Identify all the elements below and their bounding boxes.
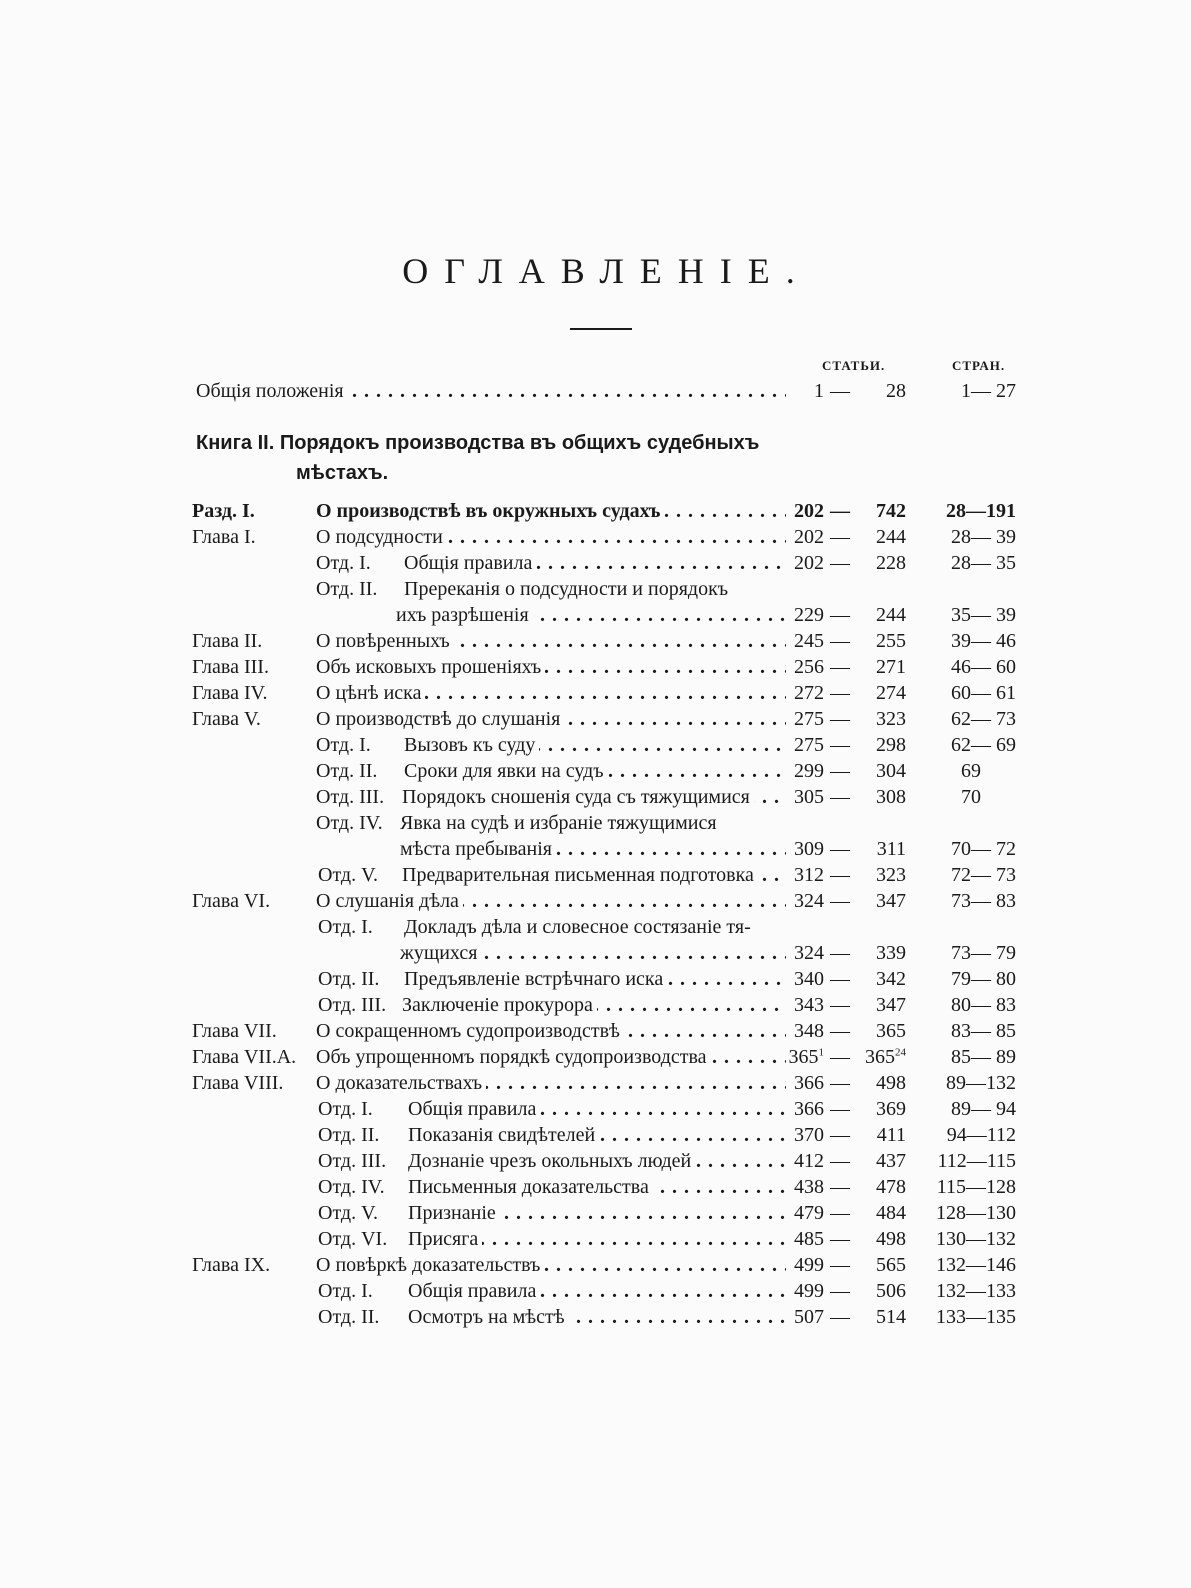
book-heading-line-1: Книга II. Порядокъ производства въ общихъ судебныхъ	[196, 432, 760, 454]
toc-entry	[0, 706, 1191, 732]
entry-label: Отд. V.	[318, 1202, 378, 1224]
entry-title: Осмотръ на мѣстѣ . . .	[408, 1304, 786, 1330]
entry-dash: —	[830, 968, 850, 990]
entry-pages: 60— 61	[951, 682, 1016, 704]
entry-article-start: 485	[794, 1228, 824, 1250]
toc-entry	[0, 836, 1191, 862]
entry-title: О повѣркѣ доказательствъ . . .	[316, 1252, 786, 1278]
toc-entry	[0, 576, 1191, 602]
entry-article-end: 437	[876, 1150, 906, 1172]
entry-article-start: 299	[794, 760, 824, 782]
entry-pages: 62— 69	[951, 734, 1016, 756]
entry-dash: —	[830, 1202, 850, 1224]
entry-title: Явка на судѣ и избраніе тяжущимися	[400, 810, 1020, 836]
entry-article-end: 478	[876, 1176, 906, 1198]
entry-article-start: 256	[794, 656, 824, 678]
toc-entry	[0, 1278, 1191, 1304]
entry-title: Дознаніе чрезъ окольныхъ людей . . .	[408, 1148, 786, 1174]
entry-article-start: 324	[794, 942, 824, 964]
entry-title: О подсудности . . .	[316, 524, 786, 550]
entry-label: Отд. IV.	[316, 812, 383, 834]
entry-article-end: 369	[876, 1098, 906, 1120]
entry-title: О слушанія дѣла . . .	[316, 888, 786, 914]
entry-article-end: 339	[876, 942, 906, 964]
entry-article-start: 309	[794, 838, 824, 860]
entry-article-start: 229	[794, 604, 824, 626]
entry-title: Признаніе . . .	[408, 1200, 786, 1226]
page-title: ОГЛАВЛЕНІЕ.	[402, 251, 811, 291]
entry-article-end-sup: 24	[895, 1046, 906, 1059]
entry-title: Общія правила . . .	[404, 550, 786, 576]
entry-article-start: 275	[794, 708, 824, 730]
toc-entry	[0, 498, 1191, 524]
entry-article-start: 479	[794, 1202, 824, 1224]
pages-column-header: СТРАН.	[952, 358, 1006, 373]
entry-article-start: 340	[794, 968, 824, 990]
entry-title: О сокращенномъ судопроизводствѣ . . .	[316, 1018, 786, 1044]
entry-title: О производствѣ въ окружныхъ судахъ . . .	[316, 498, 786, 524]
book-heading	[196, 428, 759, 488]
toc-entry	[0, 940, 1191, 966]
toc-entry	[0, 1018, 1191, 1044]
entry-article-end: 274	[876, 682, 906, 704]
toc-entry	[0, 1200, 1191, 1226]
entry-article-end: 228	[876, 552, 906, 574]
toc-entry	[0, 966, 1191, 992]
entry-dash: —	[830, 708, 850, 730]
entry-title: Пререканія о подсудности и порядокъ	[404, 576, 1020, 602]
entry-article-end: 342	[876, 968, 906, 990]
entry-label: Глава V.	[192, 708, 261, 730]
entry-label: Отд. V.	[318, 864, 378, 886]
entry-title: Докладъ дѣла и словесное состязаніе тя-	[404, 914, 1020, 940]
entry-label: Глава II.	[192, 630, 263, 652]
entry-article-end: 271	[876, 656, 906, 678]
entry-dash: —	[830, 630, 850, 652]
entry-pages: 130—132	[936, 1228, 1016, 1250]
entry-title: жущихся . . .	[400, 940, 786, 966]
toc-entry	[0, 628, 1191, 654]
toc-entry	[0, 654, 1191, 680]
toc-entry	[0, 1070, 1191, 1096]
entry-article-end: 365	[876, 1020, 906, 1042]
entry-label: Разд. I.	[192, 500, 255, 522]
entry-title: О повѣренныхъ . . .	[316, 628, 786, 654]
entry-label: Отд. III.	[318, 1150, 387, 1172]
toc-entry	[0, 1304, 1191, 1330]
entry-label: Отд. I.	[316, 734, 371, 756]
entry-pages: 132—133	[936, 1280, 1016, 1302]
entry-label: Отд. III.	[316, 786, 385, 808]
entry-label: Глава I.	[192, 526, 256, 548]
entry-article-start: 202	[794, 526, 824, 548]
entry-label: Отд. I.	[318, 1098, 373, 1120]
entry-dash: —	[830, 734, 850, 756]
toc-entry	[0, 914, 1191, 940]
entry-article-start: 202	[794, 552, 824, 574]
entry-article-end: 323	[876, 708, 906, 730]
toc-entry	[0, 888, 1191, 914]
entry-dash: —	[830, 1306, 850, 1328]
entry-article-start: 202	[794, 500, 824, 522]
entry-title: Заключеніе прокурора . . .	[402, 992, 786, 1018]
entry-article-start: 438	[794, 1176, 824, 1198]
toc-entry	[0, 680, 1191, 706]
toc-entry	[0, 758, 1191, 784]
entry-title: Общія правила . . .	[408, 1278, 786, 1304]
entry-title: Порядокъ сношенія суда съ тяжущимися . . .	[402, 784, 786, 810]
entry-dash: —	[830, 552, 850, 574]
toc-entry	[0, 1122, 1191, 1148]
entry-title: О производствѣ до слушанія . . .	[316, 706, 786, 732]
entry-label: Отд. II.	[316, 760, 378, 782]
entry-dash: —	[830, 656, 850, 678]
toc-entry-general	[0, 378, 1191, 404]
entry-article-end: 565	[876, 1254, 906, 1276]
toc-entry	[0, 1148, 1191, 1174]
entry-article-end: 311	[876, 838, 906, 860]
entry-article-start: 324	[794, 890, 824, 912]
toc-entry	[0, 602, 1191, 628]
entry-pages: 89—132	[946, 1072, 1016, 1094]
entry-article-start: 305	[794, 786, 824, 808]
entry-label: Отд. VI.	[318, 1228, 388, 1250]
entry-article-start: 499	[794, 1280, 824, 1302]
entry-title: Письменныя доказательства . . .	[408, 1174, 786, 1200]
entry-dash: —	[830, 942, 850, 964]
book-heading-line-2: мѣстахъ.	[296, 462, 389, 484]
entry-title: Предварительная письменная подготовка . . .	[402, 862, 786, 888]
entry-article-end: 28	[886, 380, 906, 402]
entry-pages: 35— 39	[951, 604, 1016, 626]
entry-label: Глава IV.	[192, 682, 268, 704]
entry-article-start: 343	[794, 994, 824, 1016]
entry-title: Присяга . . .	[408, 1226, 786, 1252]
entry-pages: 28— 35	[951, 552, 1016, 574]
entry-pages: 89— 94	[951, 1098, 1016, 1120]
entry-title: Объ исковыхъ прошеніяхъ . . .	[316, 654, 786, 680]
entry-title: Сроки для явки на судъ . . .	[404, 758, 786, 784]
entry-title: Объ упрощенномъ порядкѣ судопроизводства . . .	[316, 1044, 786, 1070]
entry-pages: 85— 89	[951, 1046, 1016, 1068]
entry-article-start: 348	[794, 1020, 824, 1042]
entry-article-end: 514	[876, 1306, 906, 1328]
entry-dash: —	[830, 838, 850, 860]
entry-label: Отд. I.	[318, 916, 373, 938]
entry-pages: 28— 39	[951, 526, 1016, 548]
entry-label: Глава IX.	[192, 1254, 271, 1276]
entry-pages: 46— 60	[951, 656, 1016, 678]
articles-column-header: СТАТЬИ.	[822, 358, 886, 373]
toc-entry	[0, 862, 1191, 888]
entry-dash: —	[830, 1228, 850, 1250]
toc-entry	[0, 810, 1191, 836]
entry-pages: 39— 46	[951, 630, 1016, 652]
entry-label: Глава VII.	[192, 1020, 277, 1042]
entry-pages: 72— 73	[951, 864, 1016, 886]
entry-article-end: 347	[876, 890, 906, 912]
entry-article-end: 255	[876, 630, 906, 652]
entry-label: Отд. IV.	[318, 1176, 385, 1198]
entry-article-start: 312	[794, 864, 824, 886]
toc-entry	[0, 732, 1191, 758]
entry-pages: 94—112	[946, 1124, 1016, 1146]
entry-label: Отд. II.	[316, 578, 378, 600]
entry-dash: —	[830, 994, 850, 1016]
entry-article-end: 244	[876, 604, 906, 626]
entry-pages: 132—146	[936, 1254, 1016, 1276]
entry-dash: —	[830, 1150, 850, 1172]
entry-article-start: 275	[794, 734, 824, 756]
toc-entry	[0, 1174, 1191, 1200]
entry-article-end: $365^{24}$	[865, 1046, 906, 1068]
entry-pages: 79— 80	[951, 968, 1016, 990]
entry-label: Отд. I.	[318, 1280, 373, 1302]
entry-label: Глава VII.А.	[192, 1046, 297, 1068]
entry-pages: 70	[961, 786, 981, 808]
entry-dash: —	[830, 1020, 850, 1042]
toc-entry	[0, 550, 1191, 576]
entry-article-end: 498	[876, 1072, 906, 1094]
entry-pages: 70— 72	[951, 838, 1016, 860]
entry-title: ихъ разрѣшенія . . .	[396, 602, 786, 628]
entry-dash: —	[830, 1280, 850, 1302]
entry-title: Предъявленіе встрѣчнаго иска . . .	[404, 966, 786, 992]
entry-dash: —	[830, 864, 850, 886]
entry-article-start: $365^1$	[788, 1046, 824, 1068]
entry-pages: 128—130	[936, 1202, 1016, 1224]
entry-pages: 1— 27	[961, 380, 1016, 402]
entry-title: О цѣнѣ иска . . .	[316, 680, 786, 706]
entry-pages: 73— 79	[951, 942, 1016, 964]
entry-dash: —	[830, 1046, 850, 1068]
entry-article-start-sup: 1	[818, 1046, 824, 1059]
entry-dash: —	[830, 500, 850, 522]
entry-article-end: 308	[876, 786, 906, 808]
entry-article-end: 323	[876, 864, 906, 886]
entry-pages: 112—115	[937, 1150, 1016, 1172]
entry-dash: —	[830, 1072, 850, 1094]
entry-title: Общія положенія . . .	[196, 378, 786, 404]
entry-dash: —	[830, 604, 850, 626]
toc-entry	[0, 524, 1191, 550]
toc-entry	[0, 1044, 1191, 1070]
entry-article-end: 506	[876, 1280, 906, 1302]
entry-label: Отд. I.	[316, 552, 371, 574]
entry-dash: —	[830, 1124, 850, 1146]
entry-article-end: 298	[876, 734, 906, 756]
toc-entry	[0, 992, 1191, 1018]
entry-label: Отд. III.	[318, 994, 387, 1016]
entry-article-end: 742	[876, 500, 906, 522]
entry-title: О доказательствахъ . . .	[316, 1070, 786, 1096]
entry-dash: —	[830, 380, 850, 402]
entry-title: мѣста пребыванія . . .	[400, 836, 786, 862]
toc-entry	[0, 784, 1191, 810]
entry-label: Отд. II.	[318, 1124, 380, 1146]
entry-article-start: 366	[794, 1072, 824, 1094]
entry-dash: —	[830, 1254, 850, 1276]
entry-dash: —	[830, 1176, 850, 1198]
entry-article-end: 498	[876, 1228, 906, 1250]
entry-pages: 115—128	[936, 1176, 1016, 1198]
entry-dash: —	[830, 786, 850, 808]
entry-article-end: 411	[876, 1124, 906, 1146]
entry-label: Глава VIII.	[192, 1072, 284, 1094]
entry-dash: —	[830, 760, 850, 782]
entry-article-end: 304	[876, 760, 906, 782]
title-rule	[570, 328, 632, 330]
toc-entry	[0, 1226, 1191, 1252]
entry-article-start: 245	[794, 630, 824, 652]
entry-pages: 83— 85	[951, 1020, 1016, 1042]
entry-dash: —	[830, 526, 850, 548]
entry-dash: —	[830, 682, 850, 704]
entry-dash: —	[830, 890, 850, 912]
entry-pages: 28—191	[946, 500, 1016, 522]
entry-title: Вызовъ къ суду . . .	[404, 732, 786, 758]
toc-entry	[0, 1096, 1191, 1122]
entry-pages: 133—135	[936, 1306, 1016, 1328]
entry-article-start: 412	[794, 1150, 824, 1172]
entry-pages: 69	[961, 760, 981, 782]
entry-pages: 80— 83	[951, 994, 1016, 1016]
entry-article-end: 347	[876, 994, 906, 1016]
entry-article-start: 507	[794, 1306, 824, 1328]
entry-pages: 62— 73	[951, 708, 1016, 730]
entry-article-start: 1	[814, 380, 824, 402]
entry-article-end: 484	[876, 1202, 906, 1224]
entry-article-end: 244	[876, 526, 906, 548]
entry-article-start: 366	[794, 1098, 824, 1120]
toc-entry	[0, 1252, 1191, 1278]
entry-title: Общія правила . . .	[408, 1096, 786, 1122]
entry-label: Отд. II.	[318, 1306, 380, 1328]
entry-label: Отд. II.	[318, 968, 380, 990]
entry-pages: 73— 83	[951, 890, 1016, 912]
entry-article-start: 272	[794, 682, 824, 704]
entry-dash: —	[830, 1098, 850, 1120]
entry-label: Глава III.	[192, 656, 269, 678]
entry-article-start: 370	[794, 1124, 824, 1146]
entry-label: Глава VI.	[192, 890, 271, 912]
entry-article-start: 499	[794, 1254, 824, 1276]
entry-title: Показанія свидѣтелей . . .	[408, 1122, 786, 1148]
